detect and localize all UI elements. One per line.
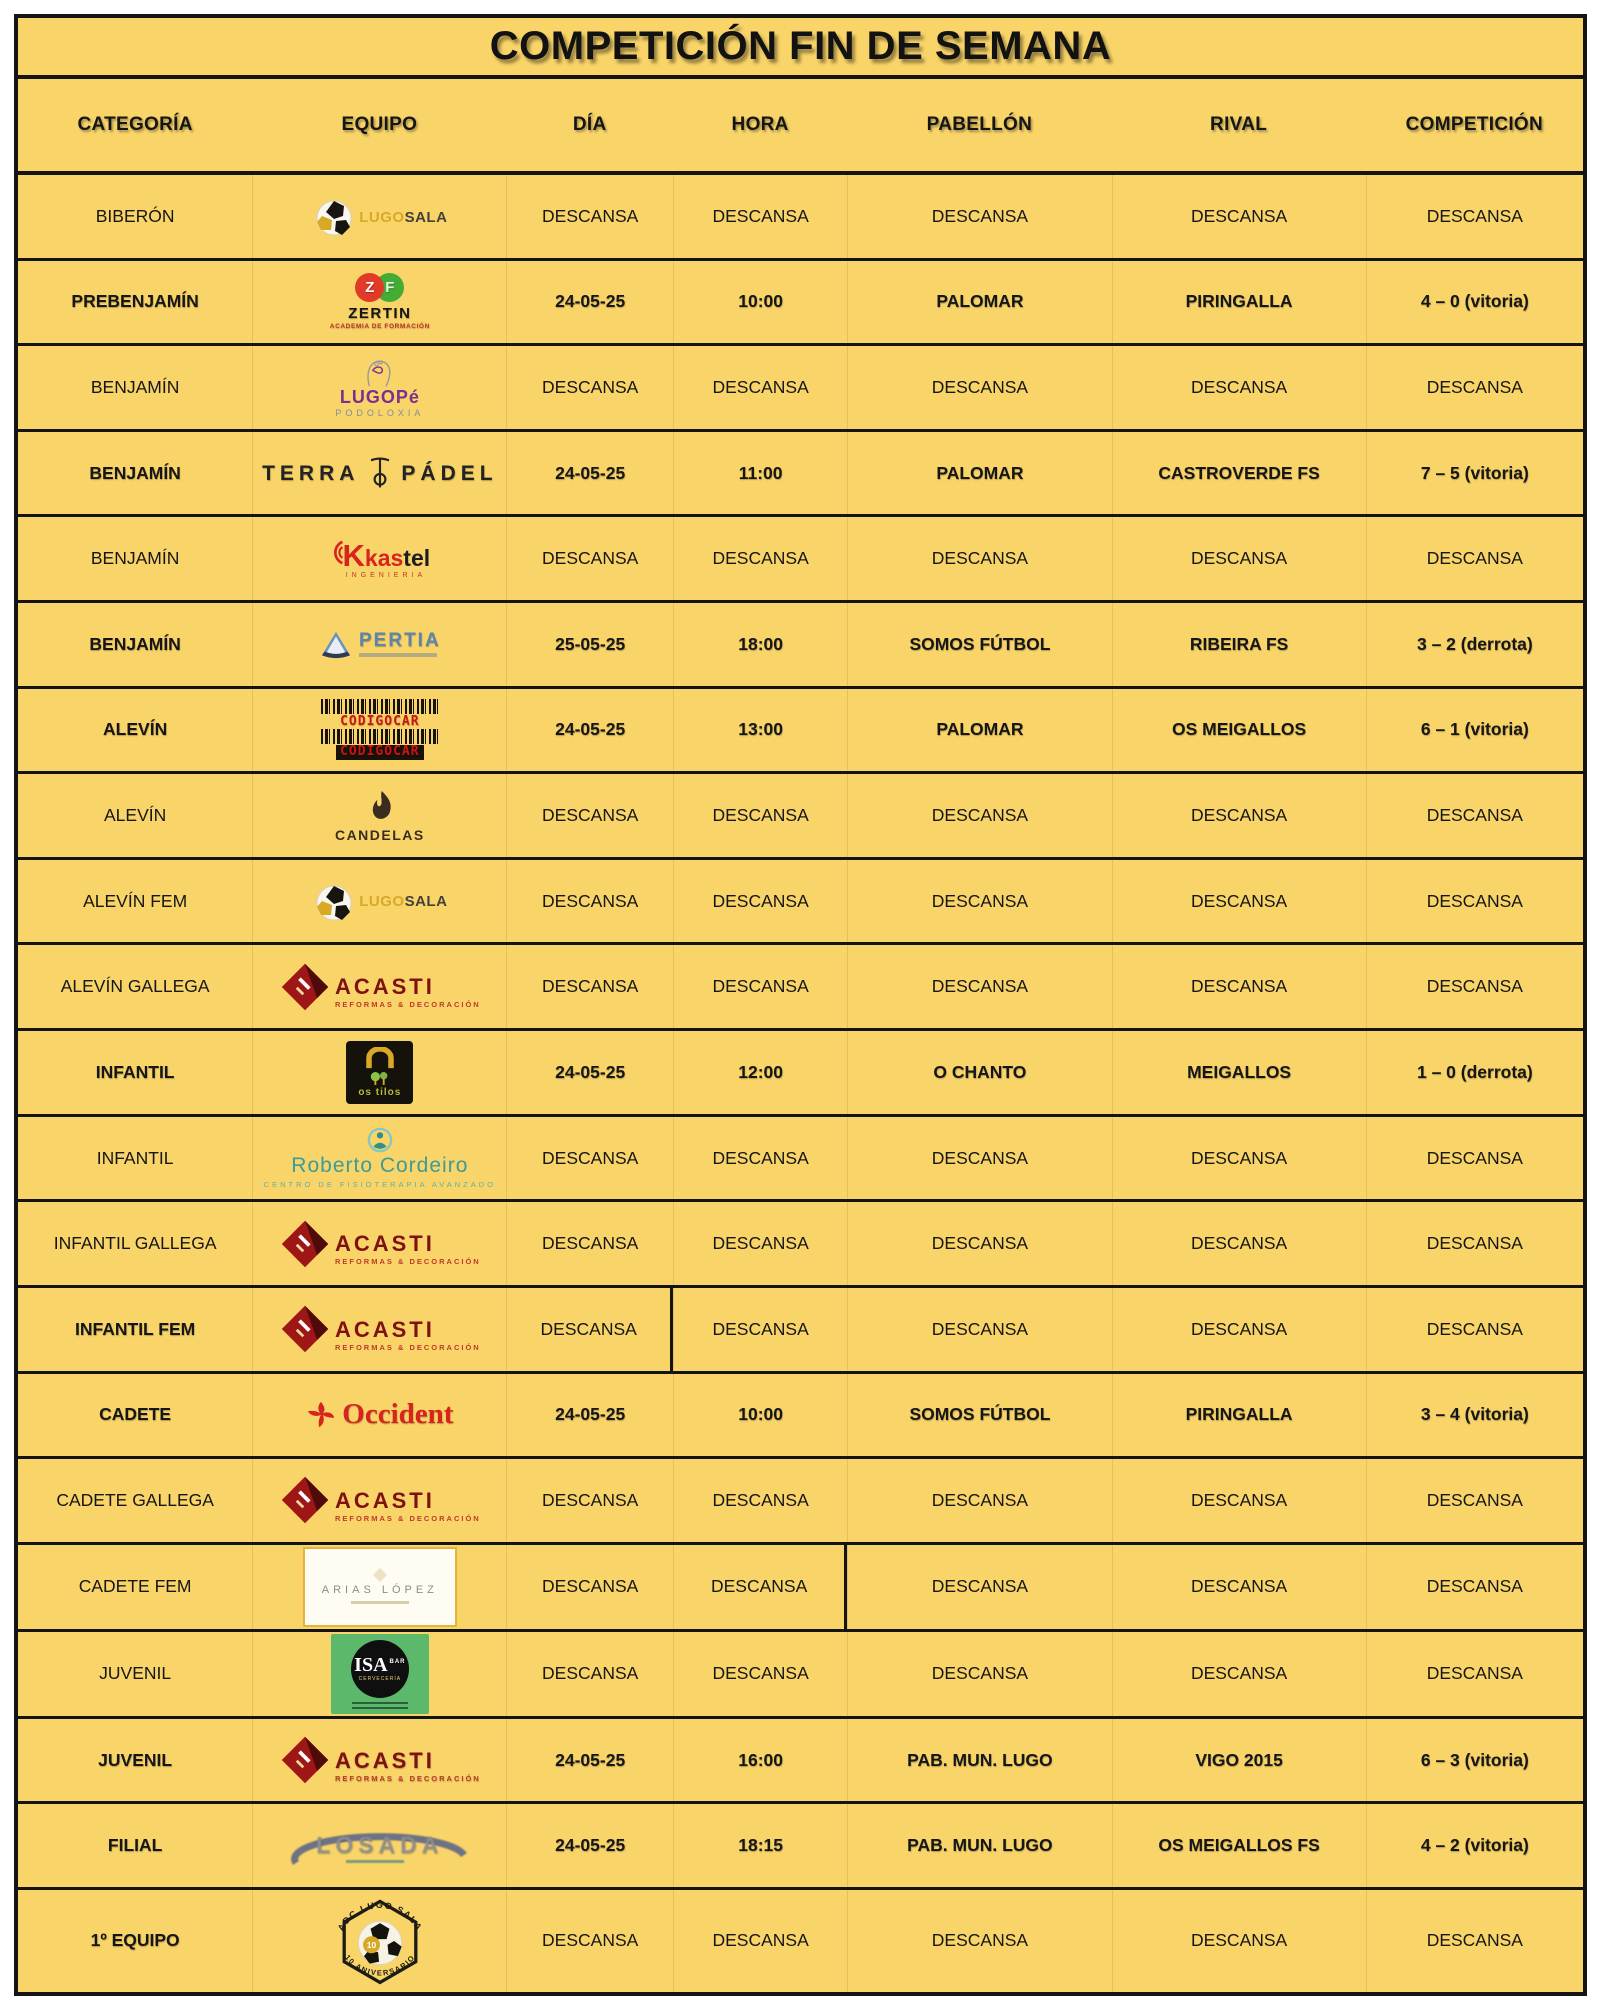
logo-text-k: K xyxy=(342,537,365,573)
cell-pabellon: PALOMAR xyxy=(847,432,1111,515)
cell-equipo-logo xyxy=(252,1031,506,1114)
acasti-diamond-icon xyxy=(279,1218,331,1270)
cell-equipo-logo xyxy=(252,175,506,258)
cell-pabellon: DESCANSA xyxy=(847,1288,1111,1371)
kastel-wordmark xyxy=(330,539,431,571)
cell-rival: DESCANSA xyxy=(1112,1459,1366,1542)
cell-categoria: BENJAMÍN xyxy=(90,377,180,398)
cell-competicion: DESCANSA xyxy=(1366,860,1583,943)
cell-equipo-logo xyxy=(252,432,506,515)
soccer-ball-icon xyxy=(312,879,356,923)
cell-competicion: 1 – 0 (derrota) xyxy=(1366,1031,1583,1114)
logo-text: Roberto Cordeiro xyxy=(291,1154,469,1178)
logo-lugo-sala xyxy=(312,194,447,238)
cell-dia: DESCANSA xyxy=(506,945,672,1028)
cell-categoria: FILIAL xyxy=(107,1835,163,1856)
column-header-row xyxy=(18,79,1583,175)
acasti-diamond-icon xyxy=(279,961,331,1013)
acasti-text-block xyxy=(335,1233,481,1270)
cell-rival: DESCANSA xyxy=(1112,1117,1366,1200)
logo-text-cerveceria: CERVECERÍA xyxy=(358,1676,402,1683)
column-header-dia: DÍA xyxy=(572,114,607,135)
cell-hora: DESCANSA xyxy=(673,517,847,600)
acasti-diamond-icon xyxy=(279,1734,331,1786)
cell-dia: DESCANSA xyxy=(506,1459,672,1542)
cell-equipo-logo xyxy=(252,689,506,772)
cell-categoria: BENJAMÍN xyxy=(89,633,181,654)
table-body xyxy=(18,175,1583,1992)
cell-rival: DESCANSA xyxy=(1112,1890,1366,1992)
page-title: COMPETICIÓN FIN DE SEMANA xyxy=(489,24,1112,68)
acasti-text-block xyxy=(335,976,481,1013)
cell-categoria: PREBENJAMÍN xyxy=(71,291,199,312)
cell-rival: DESCANSA xyxy=(1112,175,1366,258)
logo-lugope xyxy=(335,358,424,418)
cell-equipo-logo xyxy=(252,1288,506,1371)
logo-subtext: REFORMAS & DECORACIÓN xyxy=(334,1257,481,1267)
column-header-categoria: CATEGORÍA xyxy=(77,114,193,135)
cell-hora: DESCANSA xyxy=(673,1117,847,1200)
table-row xyxy=(18,774,1583,860)
cell-categoria: INFANTIL xyxy=(96,1147,174,1168)
logo-text-lugo: LUGO xyxy=(359,893,405,911)
table-row xyxy=(18,1890,1583,1992)
zertin-z-circle: Z xyxy=(355,273,384,302)
cell-categoria: INFANTIL GALLEGA xyxy=(53,1233,217,1254)
cell-hora: DESCANSA xyxy=(673,774,847,857)
logo-kastel xyxy=(330,539,431,579)
table-row xyxy=(18,346,1583,432)
cell-competicion: DESCANSA xyxy=(1366,1288,1583,1371)
cell-competicion: 3 – 2 (derrota) xyxy=(1366,603,1583,686)
cell-hora: 13:00 xyxy=(673,689,847,772)
logo-text-kas: kas xyxy=(364,544,404,571)
cell-hora: DESCANSA xyxy=(673,1545,847,1629)
cell-equipo-logo xyxy=(252,346,506,429)
cell-dia: DESCANSA xyxy=(506,1288,672,1371)
cell-pabellon: DESCANSA xyxy=(847,1459,1111,1542)
logo-text: os tilos xyxy=(358,1086,402,1098)
cell-rival: OS MEIGALLOS FS xyxy=(1112,1804,1366,1887)
cell-hora: DESCANSA xyxy=(673,1890,847,1992)
cell-pabellon: DESCANSA xyxy=(847,175,1111,258)
table-row xyxy=(18,432,1583,518)
cell-pabellon: PALOMAR xyxy=(847,261,1111,344)
table-row xyxy=(18,689,1583,775)
acasti-diamond-icon xyxy=(279,1303,331,1355)
logo-roberto-cordeiro xyxy=(264,1127,496,1189)
cell-dia: DESCANSA xyxy=(506,1890,672,1992)
cell-equipo-logo xyxy=(252,1374,506,1457)
logo-subtext: ACADEMIA DE FORMACIÓN xyxy=(329,323,430,331)
column-header-pabellon: PABELLÓN xyxy=(926,114,1033,135)
logo-text xyxy=(359,892,447,910)
logo-text: ACASTI xyxy=(334,1487,435,1513)
occident-bird-icon xyxy=(306,1400,336,1430)
cell-pabellon: SOMOS FÚTBOL xyxy=(847,1374,1111,1457)
cell-dia: 24-05-25 xyxy=(506,261,672,344)
cell-hora: DESCANSA xyxy=(673,346,847,429)
cell-rival: DESCANSA xyxy=(1112,517,1366,600)
cell-equipo-logo xyxy=(252,517,506,600)
isa-wordmark xyxy=(354,1655,405,1675)
badge-number: 10 xyxy=(366,1940,377,1951)
logo-text-sala: SALA xyxy=(404,893,448,911)
cell-competicion: 3 – 4 (vitoria) xyxy=(1366,1374,1583,1457)
cell-equipo-logo xyxy=(252,261,506,344)
cell-dia: DESCANSA xyxy=(506,175,672,258)
acasti-diamond-icon xyxy=(279,1474,331,1526)
logo-text-dark: CODIGOCAR xyxy=(336,745,423,760)
cell-equipo-logo xyxy=(252,1202,506,1285)
cell-pabellon: PAB. MUN. LUGO xyxy=(847,1804,1111,1887)
arias-diamond-mark xyxy=(373,1568,387,1582)
cell-pabellon: PAB. MUN. LUGO xyxy=(847,1719,1111,1802)
table-row xyxy=(18,1804,1583,1890)
logo-subtext: INGENIERIA xyxy=(345,571,427,579)
table-row xyxy=(18,261,1583,347)
soccer-ball-icon xyxy=(312,194,356,238)
physio-person-icon xyxy=(367,1127,393,1153)
table-row xyxy=(18,945,1583,1031)
logo-arias-lopez xyxy=(303,1547,457,1627)
logo-text: CODIGOCAR xyxy=(340,714,420,730)
isa-circle-badge xyxy=(351,1640,409,1698)
logo-subtext-bar xyxy=(346,1860,404,1863)
cell-pabellon: DESCANSA xyxy=(847,1632,1111,1716)
logo-text-tel: tel xyxy=(403,544,431,571)
cell-hora: DESCANSA xyxy=(673,860,847,943)
cell-equipo-logo xyxy=(252,1890,506,1992)
hexagon-anniversary-badge-icon xyxy=(327,1892,433,1990)
cell-competicion: DESCANSA xyxy=(1366,1632,1583,1716)
column-header-rival: RIVAL xyxy=(1210,114,1268,135)
cell-categoria: CADETE GALLEGA xyxy=(56,1489,214,1510)
cell-rival: MEIGALLOS xyxy=(1112,1031,1366,1114)
cell-dia: 25-05-25 xyxy=(506,603,672,686)
logo-lugo-sala xyxy=(312,879,447,923)
cell-rival: RIBEIRA FS xyxy=(1112,603,1366,686)
cell-hora: DESCANSA xyxy=(673,1632,847,1716)
logo-acasti xyxy=(279,1303,481,1355)
cell-dia: 24-05-25 xyxy=(506,1031,672,1114)
cell-dia: 24-05-25 xyxy=(506,1719,672,1802)
table-row xyxy=(18,1719,1583,1805)
cell-dia: DESCANSA xyxy=(506,1202,672,1285)
title-row xyxy=(18,18,1583,79)
column-header-competicion: COMPETICIÓN xyxy=(1405,114,1544,135)
cell-competicion: DESCANSA xyxy=(1366,1117,1583,1200)
cell-rival: CASTROVERDE FS xyxy=(1112,432,1366,515)
logo-acasti xyxy=(279,961,481,1013)
logo-acasti xyxy=(279,1734,481,1786)
cell-equipo-logo xyxy=(252,1117,506,1200)
cell-equipo-logo xyxy=(252,1804,506,1887)
foot-sketch-icon xyxy=(359,358,401,388)
cell-rival: DESCANSA xyxy=(1112,1288,1366,1371)
logo-text-bar: BAR xyxy=(389,1659,406,1666)
column-header-equipo: EQUIPO xyxy=(341,114,418,135)
acasti-text-block xyxy=(334,1747,481,1787)
cell-hora: 11:00 xyxy=(673,432,847,515)
logo-occident xyxy=(306,1400,453,1430)
cell-rival: DESCANSA xyxy=(1112,945,1366,1028)
cell-hora: 18:15 xyxy=(673,1804,847,1887)
cell-rival: DESCANSA xyxy=(1112,860,1366,943)
cell-rival: DESCANSA xyxy=(1112,1202,1366,1285)
logo-acasti xyxy=(279,1474,481,1526)
cell-hora: DESCANSA xyxy=(673,1459,847,1542)
cell-competicion: DESCANSA xyxy=(1366,1202,1583,1285)
logo-text: ARIAS LÓPEZ xyxy=(321,1583,438,1596)
table-row xyxy=(18,1202,1583,1288)
logo-bar-isa xyxy=(331,1634,429,1714)
cell-hora: DESCANSA xyxy=(673,945,847,1028)
cell-pabellon: DESCANSA xyxy=(847,346,1111,429)
cell-pabellon: DESCANSA xyxy=(847,517,1111,600)
table-row xyxy=(18,1374,1583,1460)
cell-equipo-logo xyxy=(252,1632,506,1716)
cell-hora: DESCANSA xyxy=(673,175,847,258)
cell-hora: DESCANSA xyxy=(673,1202,847,1285)
column-header-hora: HORA xyxy=(731,114,789,135)
table-row xyxy=(18,517,1583,603)
logo-text-isa: ISA xyxy=(354,1654,388,1677)
cell-rival: VIGO 2015 xyxy=(1112,1719,1366,1802)
cell-competicion: 4 – 0 (vitoria) xyxy=(1366,261,1583,344)
badge-top-text: ADC LUGO SALA xyxy=(335,1900,425,1933)
pertia-text-block xyxy=(359,631,441,657)
cell-competicion: DESCANSA xyxy=(1366,1459,1583,1542)
cell-equipo-logo xyxy=(252,1545,506,1629)
cell-categoria: CADETE xyxy=(99,1404,172,1425)
cell-competicion: 4 – 2 (vitoria) xyxy=(1366,1804,1583,1887)
cell-pabellon: DESCANSA xyxy=(847,1202,1111,1285)
cell-dia: DESCANSA xyxy=(506,1545,672,1629)
cell-rival: DESCANSA xyxy=(1112,346,1366,429)
cell-equipo-logo xyxy=(252,603,506,686)
logo-losada xyxy=(288,1817,472,1875)
cell-rival: DESCANSA xyxy=(1112,774,1366,857)
logo-text: ACASTI xyxy=(334,1747,435,1773)
cell-hora: 10:00 xyxy=(673,1374,847,1457)
cell-categoria: BIBERÓN xyxy=(95,205,175,226)
logo-subtext: CENTRO DE FISIOTERAPIA AVANZADO xyxy=(263,1180,497,1190)
cell-pabellon: PALOMAR xyxy=(847,689,1111,772)
cell-competicion: DESCANSA xyxy=(1366,346,1583,429)
cell-equipo-logo xyxy=(252,774,506,857)
cell-competicion: DESCANSA xyxy=(1366,774,1583,857)
cell-categoria: ALEVÍN xyxy=(103,719,168,740)
cell-dia: 24-05-25 xyxy=(506,689,672,772)
zertin-circles-icon xyxy=(355,273,404,302)
logo-terra-padel xyxy=(262,455,498,491)
cell-competicion: 6 – 1 (vitoria) xyxy=(1366,689,1583,772)
logo-codigocar xyxy=(321,699,439,760)
schedule-table xyxy=(14,14,1587,1996)
cell-categoria: JUVENIL xyxy=(99,1663,172,1684)
trees-icon xyxy=(368,1071,392,1086)
cell-rival: PIRINGALLA xyxy=(1112,1374,1366,1457)
cell-pabellon: DESCANSA xyxy=(847,860,1111,943)
cell-rival: DESCANSA xyxy=(1112,1632,1366,1716)
logo-text-padel: PÁDEL xyxy=(401,461,498,485)
pertia-triangle-icon xyxy=(319,629,353,659)
cell-dia: DESCANSA xyxy=(506,774,672,857)
cell-competicion: DESCANSA xyxy=(1366,517,1583,600)
table-row xyxy=(18,175,1583,261)
table-row xyxy=(18,603,1583,689)
cell-hora: 16:00 xyxy=(673,1719,847,1802)
logo-text-sala: SALA xyxy=(404,208,448,226)
cell-categoria: BENJAMÍN xyxy=(89,462,181,483)
barcode-icon xyxy=(321,729,439,744)
cell-competicion: DESCANSA xyxy=(1366,1545,1583,1629)
cell-categoria: ALEVÍN GALLEGA xyxy=(60,976,210,997)
cell-competicion: 6 – 3 (vitoria) xyxy=(1366,1719,1583,1802)
cell-pabellon: DESCANSA xyxy=(847,945,1111,1028)
padel-monogram-icon xyxy=(368,455,392,491)
logo-subtext: PODOLOXIA xyxy=(335,407,425,418)
logo-zertin xyxy=(330,273,430,331)
logo-acasti xyxy=(279,1218,481,1270)
cell-dia: DESCANSA xyxy=(506,1632,672,1716)
logo-pertia xyxy=(319,629,441,659)
barcode-icon xyxy=(321,699,439,714)
cell-equipo-logo xyxy=(252,860,506,943)
cell-rival: PIRINGALLA xyxy=(1112,261,1366,344)
cell-categoria: INFANTIL xyxy=(95,1061,175,1082)
logo-os-tilos xyxy=(346,1041,413,1104)
cell-dia: DESCANSA xyxy=(506,346,672,429)
logo-text xyxy=(359,208,447,226)
logo-adc-lugo-sala-badge xyxy=(327,1892,433,1990)
logo-text: Occident xyxy=(342,1398,454,1431)
logo-subtext-bar xyxy=(359,653,437,657)
cell-dia: 24-05-25 xyxy=(506,432,672,515)
acasti-text-block xyxy=(334,1487,481,1527)
logo-subtext-bars xyxy=(352,1702,408,1709)
logo-text-lugo: LUGO xyxy=(359,208,405,226)
cell-competicion: DESCANSA xyxy=(1366,1890,1583,1992)
logo-subtext: REFORMAS & DECORACIÓN xyxy=(334,1342,481,1352)
cell-dia: 24-05-25 xyxy=(506,1804,672,1887)
cell-hora: 18:00 xyxy=(673,603,847,686)
cell-equipo-logo xyxy=(252,1719,506,1802)
cell-categoria: BENJAMÍN xyxy=(90,548,180,569)
logo-text: ZERTIN xyxy=(348,305,412,323)
logo-text-terra: TERRA xyxy=(262,461,360,485)
logo-text: ACASTI xyxy=(334,1231,435,1257)
cell-pabellon: DESCANSA xyxy=(847,1545,1111,1629)
logo-text: LOSADA xyxy=(316,1832,444,1859)
badge-bottom-text: 10 ANIVERSARIO xyxy=(342,1952,417,1978)
cell-hora: DESCANSA xyxy=(673,1288,847,1371)
table-row xyxy=(18,1459,1583,1545)
logo-subtext: REFORMAS & DECORACIÓN xyxy=(334,1773,481,1783)
cell-dia: DESCANSA xyxy=(506,860,672,943)
table-row xyxy=(18,1117,1583,1203)
cell-categoria: ALEVÍN FEM xyxy=(83,890,188,911)
cell-hora: 10:00 xyxy=(673,261,847,344)
logo-subtext: REFORMAS & DECORACIÓN xyxy=(334,1000,481,1010)
cell-pabellon: O CHANTO xyxy=(847,1031,1111,1114)
cell-competicion: 7 – 5 (vitoria) xyxy=(1366,432,1583,515)
acasti-text-block xyxy=(334,1316,481,1356)
cell-pabellon: DESCANSA xyxy=(847,1117,1111,1200)
cell-dia: DESCANSA xyxy=(506,1117,672,1200)
table-row xyxy=(18,1288,1583,1374)
logo-candelas xyxy=(335,789,425,842)
table-row xyxy=(18,1545,1583,1632)
logo-subtext-bar xyxy=(351,1601,409,1604)
cell-competicion: DESCANSA xyxy=(1366,945,1583,1028)
zertin-f-circle: F xyxy=(375,273,404,302)
cell-equipo-logo xyxy=(252,1459,506,1542)
table-row xyxy=(18,860,1583,946)
cell-dia: 24-05-25 xyxy=(506,1374,672,1457)
cell-competicion: DESCANSA xyxy=(1366,175,1583,258)
cell-categoria: INFANTIL FEM xyxy=(75,1318,196,1339)
logo-text: ACASTI xyxy=(334,1316,435,1342)
logo-text: ACASTI xyxy=(334,974,435,1000)
cell-categoria: CADETE FEM xyxy=(78,1576,192,1597)
cell-rival: DESCANSA xyxy=(1112,1545,1366,1629)
cell-pabellon: DESCANSA xyxy=(847,1890,1111,1992)
cell-dia: DESCANSA xyxy=(506,517,672,600)
cell-pabellon: SOMOS FÚTBOL xyxy=(847,603,1111,686)
flame-icon xyxy=(364,789,396,825)
arch-icon xyxy=(364,1047,396,1069)
cell-equipo-logo xyxy=(252,945,506,1028)
cell-categoria: ALEVÍN xyxy=(104,805,167,826)
logo-text: PERTIA xyxy=(359,630,441,652)
table-row xyxy=(18,1632,1583,1719)
logo-text: LUGOPé xyxy=(339,386,420,407)
cell-pabellon: DESCANSA xyxy=(847,774,1111,857)
cell-hora: 12:00 xyxy=(673,1031,847,1114)
table-row xyxy=(18,1031,1583,1117)
cell-categoria: 1º EQUIPO xyxy=(90,1930,180,1951)
cell-categoria: JUVENIL xyxy=(98,1749,173,1770)
logo-subtext: REFORMAS & DECORACIÓN xyxy=(334,1513,481,1523)
logo-text: CANDELAS xyxy=(334,827,425,844)
cell-rival: OS MEIGALLOS xyxy=(1112,689,1366,772)
